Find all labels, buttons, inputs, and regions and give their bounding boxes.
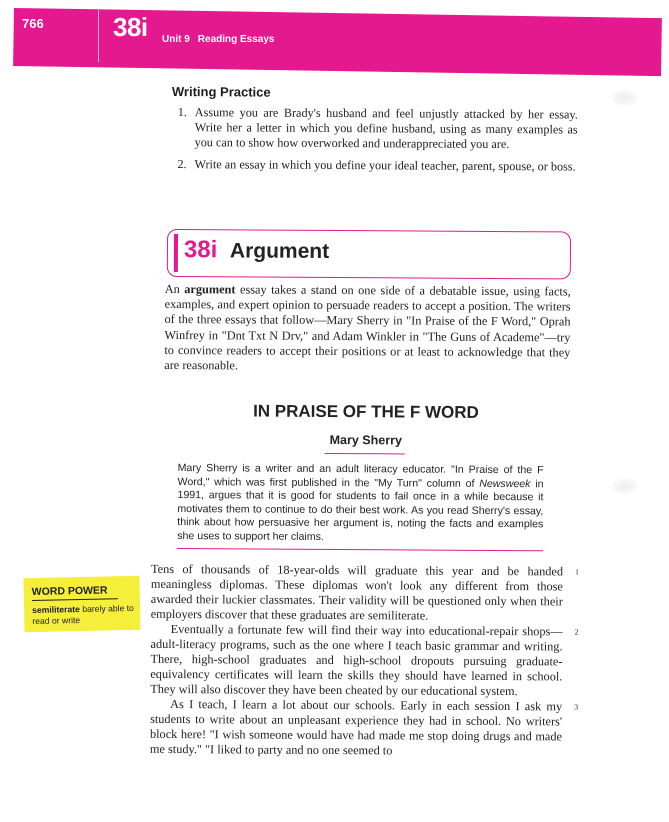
- essay-paragraph: [150, 561, 580, 625]
- essay-intro: [177, 462, 543, 546]
- word-power-note: [23, 576, 140, 632]
- paragraph-number: 2: [574, 627, 579, 637]
- paragraph-number: 1: [574, 567, 580, 577]
- publication-name: Newsweek: [479, 477, 531, 490]
- word-power-term: semiliterate: [32, 604, 80, 616]
- argument-heading-box: [167, 229, 571, 279]
- page-shadow-mark: [612, 90, 638, 106]
- intro-rule: [177, 548, 543, 551]
- argument-paragraph: [164, 282, 571, 376]
- argument-code: 38i: [183, 236, 218, 264]
- heading-accent-bar: [174, 234, 178, 272]
- writing-practice-list: [177, 105, 577, 181]
- para-lead: An: [164, 281, 185, 297]
- para-rest: essay takes a stand on one side of a debatable issue, using facts, examples, and expert opinion to persuade readers to accept a position. The writers of the three essays that follow—Mary Sherry in "In Praise of the F Word," Oprah Winfrey in "Dnt Txt N Drv," and Adam Winkler in "The Guns of Academe"—try to convince readers to accept their positions or at least to acknowledge that they are reasonable.: [164, 282, 571, 373]
- word-power-meaning: barely able to read or write: [32, 602, 134, 626]
- essay-paragraph: [150, 622, 579, 700]
- essay-body: [149, 561, 580, 760]
- paragraph-number: 3: [574, 702, 579, 712]
- item-number: 2.: [177, 157, 187, 172]
- intro-text-b: in 1991, argues that it is good for students to fail once in a while because it motivates them to continue to do their best work. As you read Sherry's essay, think about how persuasive her argument is, noting the facts and examples she uses to support her claims.: [177, 477, 544, 543]
- writing-practice-title: Writing Practice: [171, 84, 271, 100]
- word-power-underline: [32, 598, 118, 601]
- page-shadow-mark: [612, 478, 638, 494]
- paragraph-text: Eventually a fortunate few will find their way into educational-repair shops—adult-literacy programs, such as the one where I teach basic grammar and writing. There, high-school graduates and high-school dropouts pursuing graduate-equivalency certificates will learn the skills they should have learned in school. They will also discover they have been cheated by our educational system.: [150, 622, 563, 699]
- item-number: 1.: [177, 105, 187, 120]
- author-rule: [325, 453, 405, 454]
- paragraph-text: As I teach, I learn a lot about our schools. Early in each session I ask my students to write about an unpleasant experience they had in school. No writers' block here! "I wish someone would have had made me stop doing drugs and made me study." "I liked to party and no one seemed to: [149, 697, 563, 758]
- list-item: [177, 157, 577, 174]
- essay-author: Mary Sherry: [329, 432, 402, 448]
- intro-text-a: Mary Sherry is a writer and an adult literacy educator. "In Praise of the F Word," which was first published in the "My Turn" column of: [177, 462, 544, 490]
- unit-title: Reading Essays: [197, 34, 275, 45]
- argument-title: Argument: [229, 239, 330, 263]
- word-power-definition: [32, 603, 136, 626]
- essay-title: IN PRAISE OF THE F WORD: [253, 401, 479, 422]
- page-number: 766: [22, 16, 44, 31]
- item-text: Assume you are Brady's husband and feel unjustly attacked by her essay. Write her a letter in which you define husband, using as many examples as you can to show how overworked and underappreciated you are.: [194, 105, 578, 152]
- word-power-heading: WORD POWER: [31, 584, 108, 599]
- item-text: Write an essay in which you define your ideal teacher, parent, spouse, or boss.: [194, 157, 576, 174]
- bold-term: argument: [184, 282, 236, 297]
- essay-paragraph: [149, 697, 579, 760]
- section-code: 38i: [113, 12, 148, 42]
- unit-number: Unit 9: [162, 34, 190, 45]
- list-item: [178, 105, 578, 152]
- paragraph-text: Tens of thousands of 18-year-olds will graduate this year and be handed meaningless diplomas. These diplomas won't look any different from those awarded their luckier classmates. Their validity will be questioned only when their employers discover that these graduates are semiliterate.: [150, 561, 564, 623]
